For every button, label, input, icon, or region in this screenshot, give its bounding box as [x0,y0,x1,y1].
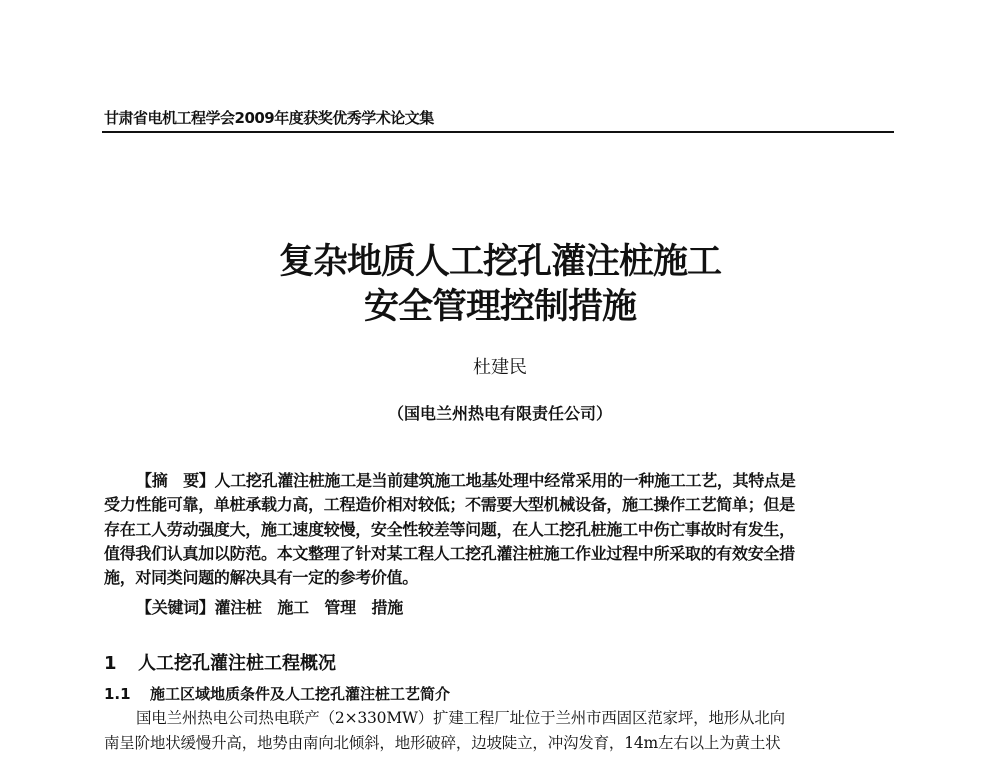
section-title: 人工挖孔灌注桩工程概况 [138,653,336,674]
abstract-line-4: 值得我们认真加以防范。本文整理了针对某工程人工挖孔灌注桩施工作业过程中所采取的有效安全措 [104,544,795,563]
paper-title-line-2: 安全管理控制措施 [363,286,636,327]
subsection-number: 1.1 [104,685,131,703]
paper-title-line-1: 复杂地质人工挖孔灌注桩施工 [278,241,721,282]
body-paragraph-line-1: 国电兰州热电公司热电联产（2×330MW）扩建工程厂址位于兰州市西固区范家坪，地形从北向 [136,709,785,727]
subsection-title: 施工区域地质条件及人工挖孔灌注桩工艺简介 [150,685,451,703]
subsection-heading-1-1 [104,683,450,704]
abstract-line-1 [136,469,795,493]
abstract-label: 【摘 要】 [136,471,215,490]
abstract-line-3: 存在工人劳动强度大，施工速度较慢，安全性较差等问题，在人工挖孔桩施工中伤亡事故时有发生， [104,520,795,539]
body-paragraph-line-2: 南呈阶地状缓慢升高，地势由南向北倾斜，地形破碎，边坡陡立，冲沟发育，14m左右以上为黄土状 [104,734,781,752]
author-name: 杜建民 [473,357,527,378]
abstract-line-2: 受力性能可靠，单桩承载力高，工程造价相对较低；不需要大型机械设备，施工操作工艺简单；但是 [104,495,795,514]
header-divider [102,131,894,133]
keywords-label: 【关键词】 [136,598,215,617]
keywords-line [136,596,403,620]
keywords-text: 灌注桩 施工 管理 措施 [214,598,403,617]
section-number: 1 [104,653,117,674]
section-heading-1 [104,649,336,675]
journal-header-title: 甘肃省电机工程学会2009年度获奖优秀学术论文集 [104,109,434,127]
abstract-line-5: 施，对同类问题的解决具有一定的参考价值。 [104,568,419,587]
abstract-text-1: 人工挖孔灌注桩施工是当前建筑施工地基处理中经常采用的一种施工工艺，其特点是 [214,471,796,490]
author-affiliation: （国电兰州热电有限责任公司） [387,404,612,423]
